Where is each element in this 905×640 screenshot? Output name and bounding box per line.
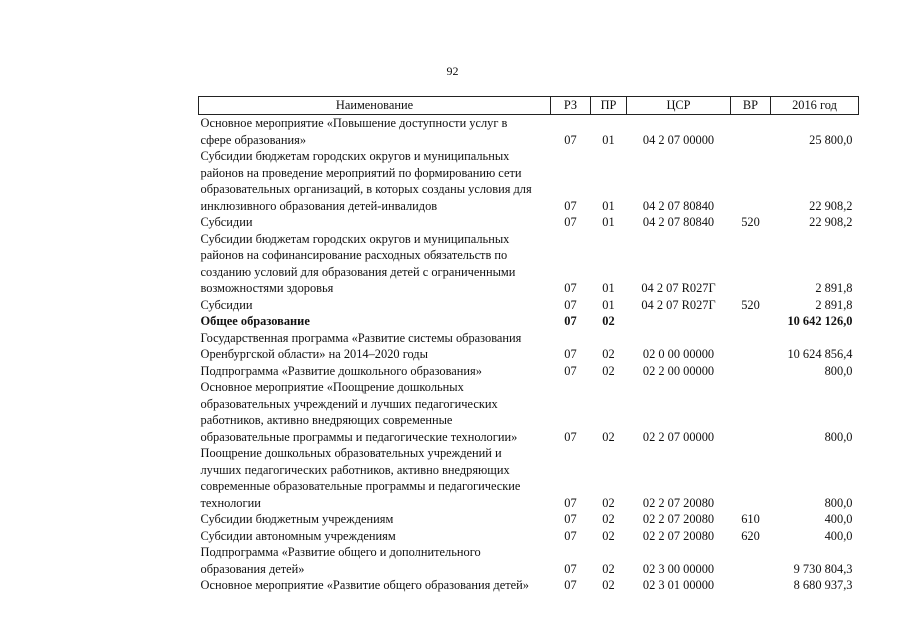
row-csr: 02 2 00 00000: [642, 363, 715, 378]
table-row: [199, 363, 859, 380]
row-vr: [731, 313, 771, 330]
table-row: [199, 115, 859, 149]
row-name: Субсидии: [200, 297, 253, 312]
row-name: Подпрограмма «Развитие общего и дополнительного образования детей»: [200, 545, 481, 576]
row-vr: [731, 379, 771, 445]
row-rz: 07: [564, 132, 577, 147]
row-pr: 02: [602, 495, 615, 510]
row-pr: 01: [602, 198, 615, 213]
row-pr: 02: [602, 347, 615, 361]
table-row: [199, 330, 859, 363]
row-sum-2016: 22 908,2: [809, 198, 853, 213]
table-row: [199, 528, 859, 545]
row-pr: 02: [602, 363, 615, 378]
row-csr: 02 2 07 20080: [642, 512, 715, 526]
row-pr: 02: [602, 429, 615, 444]
table-row: [199, 544, 859, 577]
header-csr: ЦСР: [627, 97, 731, 115]
row-sum-2016: 9 730 804,3: [793, 561, 853, 576]
row-sum-2016: 800,0: [824, 429, 853, 444]
row-vr: 620: [741, 528, 760, 543]
row-rz: 07: [564, 215, 577, 229]
row-vr: 520: [741, 297, 760, 312]
table-row: [199, 214, 859, 231]
header-year: 2016 год: [771, 97, 859, 115]
row-csr: 02 3 01 00000: [642, 578, 715, 592]
row-vr: [731, 231, 771, 297]
budget-table: [198, 96, 859, 594]
row-vr: [731, 148, 771, 214]
row-pr: 02: [602, 314, 615, 328]
row-pr: 02: [602, 578, 615, 592]
row-rz: 07: [564, 429, 577, 444]
table-row: [199, 231, 859, 297]
row-rz: 07: [564, 561, 577, 576]
header-rz: РЗ: [551, 97, 591, 115]
row-csr: [627, 313, 731, 330]
row-csr: 02 2 07 20080: [642, 528, 715, 543]
table-row: [199, 445, 859, 511]
row-sum-2016: 10 642 126,0: [787, 314, 853, 328]
table-row: [199, 511, 859, 528]
row-csr: 04 2 07 00000: [642, 132, 715, 147]
table-row: [199, 577, 859, 594]
row-rz: 07: [564, 363, 577, 378]
table-body: [199, 115, 859, 594]
row-vr: [731, 115, 771, 149]
row-csr: 02 2 07 00000: [642, 429, 715, 444]
row-sum-2016: 22 908,2: [809, 215, 853, 229]
row-csr: 04 2 07 80840: [642, 198, 715, 213]
row-vr: [731, 330, 771, 363]
row-pr: 02: [602, 512, 615, 526]
header-vr: ВР: [731, 97, 771, 115]
row-rz: 07: [564, 512, 577, 526]
row-name: Общее образование: [200, 314, 310, 328]
row-sum-2016: 800,0: [824, 363, 853, 378]
row-pr: 02: [602, 528, 615, 543]
row-name: Подпрограмма «Развитие дошкольного образования»: [200, 363, 482, 378]
row-csr: 02 0 00 00000: [642, 347, 715, 361]
row-name: Субсидии бюджетам городских округов и муниципальных районов на софинансирование расходных обязательств по созданию условий для образования детей с ограниченными возможностями здоровья: [200, 231, 516, 295]
row-rz: 07: [564, 578, 577, 592]
row-vr: [731, 445, 771, 511]
row-csr: 02 2 07 20080: [642, 495, 715, 510]
row-rz: 07: [564, 281, 577, 295]
header-name: Наименование: [199, 97, 551, 115]
row-sum-2016: 25 800,0: [809, 132, 853, 147]
row-rz: 07: [564, 314, 577, 328]
row-sum-2016: 2 891,8: [815, 297, 853, 312]
row-name: Субсидии автономным учреждениям: [200, 528, 396, 543]
row-pr: 01: [602, 297, 615, 312]
row-csr: 02 3 00 00000: [642, 561, 715, 576]
row-pr: 02: [602, 561, 615, 576]
row-csr: 04 2 07 R027Г: [641, 281, 716, 295]
row-rz: 07: [564, 528, 577, 543]
row-name: Государственная программа «Развитие системы образования Оренбургской области» на 2014–2020 годы: [200, 330, 522, 361]
row-name: Основное мероприятие «Поощрение дошкольных образовательных учреждений и лучших педагогических работников, активно внедряющих современные образовательные программы и педагогические технологии»: [200, 380, 518, 444]
row-rz: 07: [564, 347, 577, 361]
header-pr: ПР: [591, 97, 627, 115]
table-row: [199, 379, 859, 445]
table-row: [199, 313, 859, 330]
row-pr: 01: [602, 281, 615, 295]
row-vr: [731, 577, 771, 594]
row-rz: 07: [564, 198, 577, 213]
row-name: Субсидии бюджетам городских округов и муниципальных районов на проведение мероприятий по формированию сети образовательных организаций, в которых созданы условия для инклюзивного образования детей-инвалидов: [200, 149, 532, 213]
row-rz: 07: [564, 495, 577, 510]
table-row: [199, 297, 859, 314]
row-name: Основное мероприятие «Повышение доступности услуг в сфере образования»: [200, 116, 508, 147]
row-sum-2016: 10 624 856,4: [787, 347, 853, 361]
row-name: Поощрение дошкольных образовательных учреждений и лучших педагогических работников, активно внедряющих современные образовательные программы и педагогические технологии: [200, 446, 521, 510]
row-name: Субсидии бюджетным учреждениям: [200, 512, 394, 526]
row-vr: [731, 363, 771, 380]
row-sum-2016: 2 891,8: [815, 281, 853, 295]
header-row: [199, 97, 859, 115]
row-rz: 07: [564, 297, 577, 312]
row-name: Субсидии: [200, 215, 253, 229]
row-sum-2016: 400,0: [824, 528, 853, 543]
row-vr: 610: [741, 512, 760, 526]
row-sum-2016: 800,0: [824, 495, 853, 510]
page-number: 92: [446, 64, 459, 78]
row-csr: 04 2 07 80840: [642, 215, 715, 229]
row-pr: 01: [602, 215, 615, 229]
row-name: Основное мероприятие «Развитие общего образования детей»: [200, 578, 529, 592]
row-sum-2016: 8 680 937,3: [793, 578, 853, 592]
row-vr: 520: [741, 215, 760, 229]
table-row: [199, 148, 859, 214]
row-sum-2016: 400,0: [824, 512, 853, 526]
table-header: [199, 97, 859, 115]
row-pr: 01: [602, 132, 615, 147]
row-csr: 04 2 07 R027Г: [641, 297, 716, 312]
row-vr: [731, 544, 771, 577]
